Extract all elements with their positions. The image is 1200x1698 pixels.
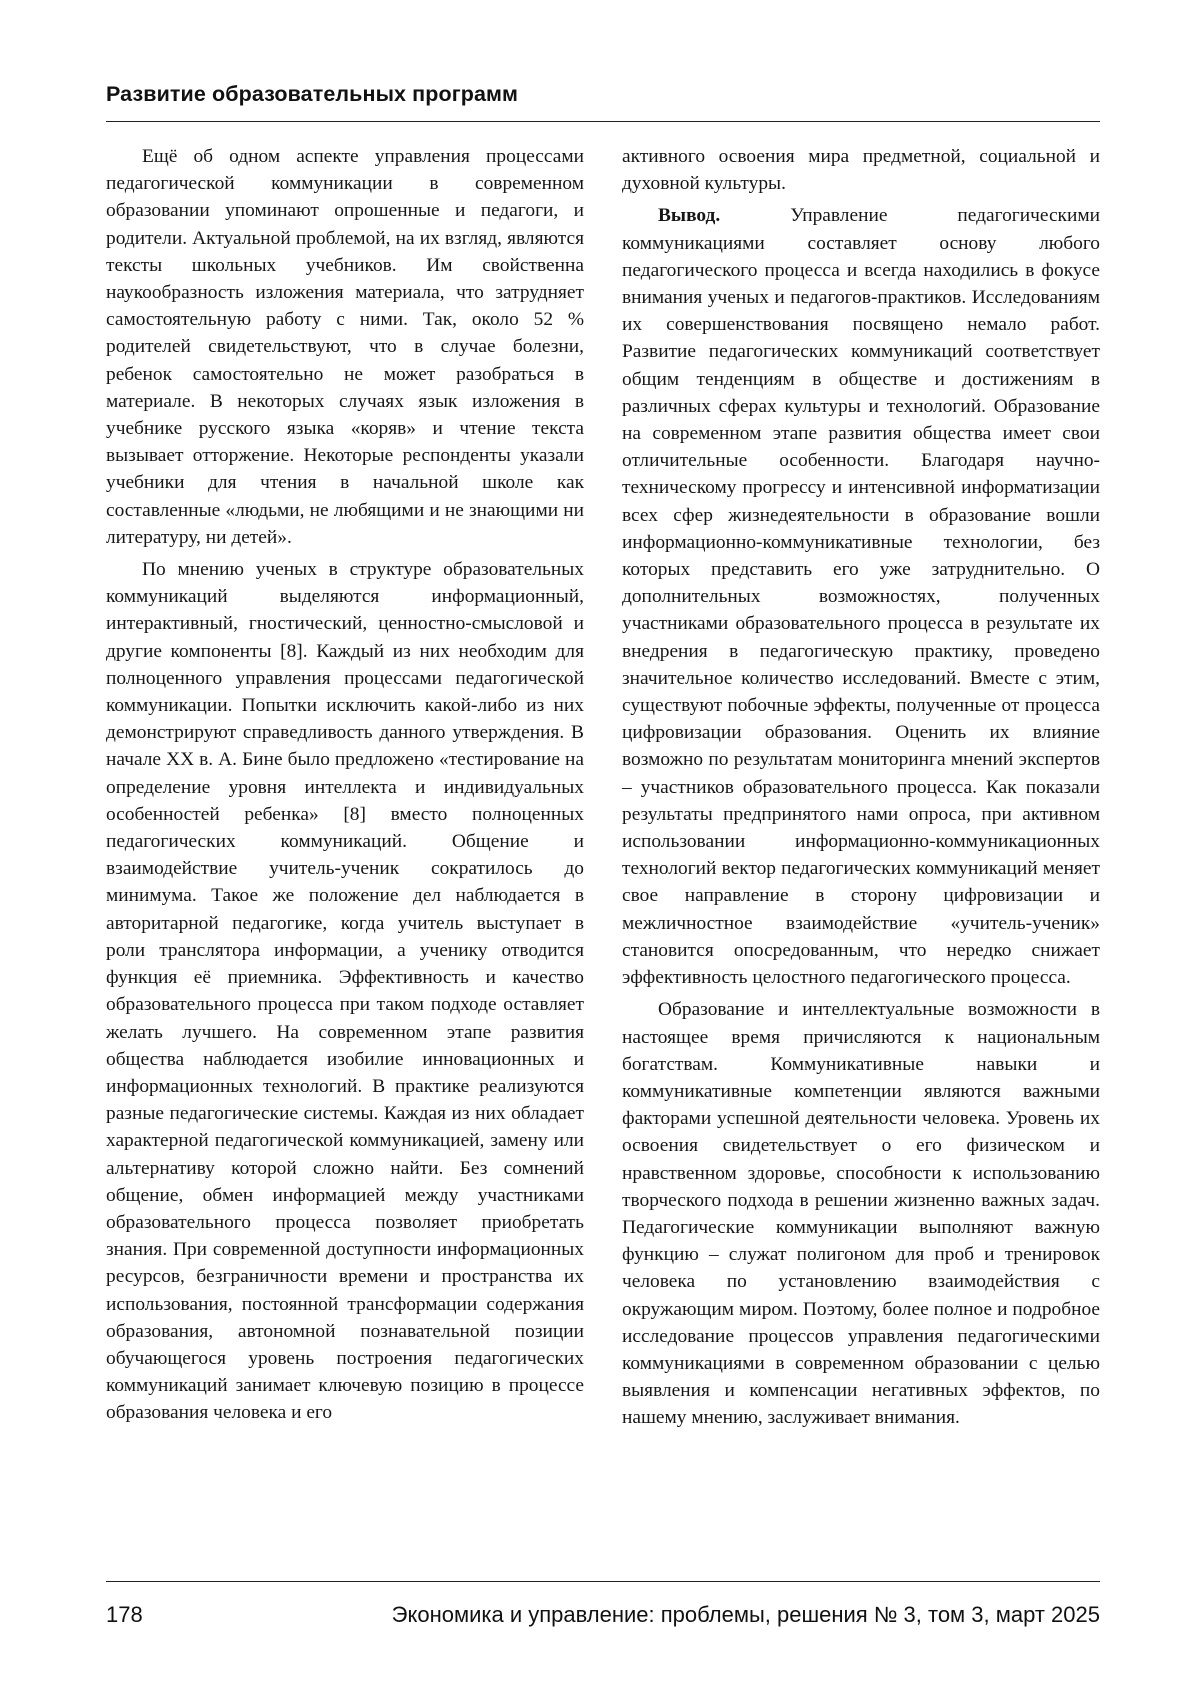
left-paragraph-2: По мнению ученых в структуре образовательных коммуникаций выделяются информационный, интерактивный, гностический, ценностно-смысловой и другие компоненты [8]. Каждый из них необходим для полноценного управления процессами педагогической коммуникации. Попытки исключить какой-либо из них демонстрируют справедливость данного утверждения. В начале XX в. А. Бине было предложено «тестирование на определение уровня интеллекта и индивидуальных особенностей ребенка» [8] вместо полноценных педагогических коммуникаций. Общение и взаимодействие учитель-ученик сократилось до минимума. Такое же положение дел наблюдается в авторитарной педагогике, когда учитель выступает в роли транслятора информации, а ученику отводится функция её приемника. Эффективность и качество образовательного процесса при таком подходе оставляет желать лучшего. На современном этапе развития общества наблюдается изобилие инновационных и информационных технологий. В практике реализуются разные педагогические системы. Каждая из них обладает характерной педагогической коммуникацией, замену или альтернативу которой сложно найти. Без сомнений общение, обмен информацией между участниками образовательного процесса позволяет приобретать знания. При современной доступности информационных ресурсов, безграничности времени и пространства их использования, постоянной трансформации содержания образования, автономной познавательной позиции обучающегося уровень построения педагогических коммуникаций занимает ключевую позицию в процессе образования человека и его <box>106 559 584 1424</box>
left-paragraph-1: Ещё об одном аспекте управления процессами педагогической коммуникации в современном образовании упоминают опрошенные и педагоги, и родители. Актуальной проблемой, на их взгляд, являются тексты школьных учебников. Им свойственна наукообразность изложения материала, что затрудняет самостоятельную работу с ними. Так, около 52 % родителей свидетельствуют, что в случае болезни, ребенок самостоятельно не может разобраться в материале. В некоторых случаях язык изложения в учебнике русского языка «коряв» и чтение текста вызывает отторжение. Некоторые респонденты указали учебники для чтения в начальной школе как составленные «людьми, не любящими и не знающими ни литературу, ни детей». <box>106 146 584 548</box>
right-paragraph-continued: активного освоения мира предметной, социальной и духовной культуры. <box>622 146 1100 195</box>
header-rule <box>106 121 1100 122</box>
journal-info: Экономика и управление: проблемы, решения № 3, том 3, март 2025 <box>391 1602 1100 1627</box>
conclusion-text: Управление педагогическими коммуникациями составляет основу любого педагогического процесса и всегда находились в фокусе внимания ученых и педагогов-практиков. Исследованиям их совершенствования посвящено немало работ. Развитие педагогических коммуникаций соответствует общим тенденциям в обществе и достижениям в различных сферах культуры и технологий. Образование на современном этапе развития общества имеет свои отличительные особенности. Благодаря научно-техническому прогрессу и интенсивной информатизации всех сфер жизнедеятельности в образование вошли информационно-коммуникативные технологии, без которых представить его уже затруднительно. О дополнительных возможностях, полученных участниками образовательного процесса в результате их внедрения в педагогическую практику, проведено значительное количество исследований. Вместе с этим, существуют побочные эффекты, полученные от процесса цифровизации образования. Оценить их влияние возможно по результатам мониторинга мнений экспертов – участников образовательного процесса. Как показали результаты предпринятого нами опроса, при активном использовании информационно-коммуникационных технологий вектор педагогических коммуникаций меняет свое направление в сторону цифровизации и межличностное взаимодействие «учитель-ученик» становится опосредованным, что нередко снижает эффективность целостного педагогического процесса. <box>622 205 1100 989</box>
section-title: Развитие образовательных программ <box>106 82 519 106</box>
left-column <box>106 143 584 1432</box>
footer-rule <box>106 1581 1100 1582</box>
right-paragraph-final: Образование и интеллектуальные возможности в настоящее время причисляются к национальным богатствам. Коммуникативные навыки и коммуникативные компетенции являются важными факторами успешной деятельности человека. Уровень их освоения свидетельствует о его физическом и нравственном здоровье, способности к использованию творческого подхода в решении жизненно важных задач. Педагогические коммуникации выполняют важную функцию – служат полигоном для проб и тренировок человека по установлению взаимодействия с окружающим миром. Поэтому, более полное и подробное исследование процессов управления педагогическими коммуникациями в современном образовании с целью выявления и компенсации негативных эффектов, по нашему мнению, заслуживает внимания. <box>622 999 1100 1429</box>
right-column <box>622 143 1100 1437</box>
conclusion-paragraph <box>622 202 1100 991</box>
page-number: 178 <box>106 1602 143 1627</box>
conclusion-label: Вывод. <box>658 205 721 227</box>
